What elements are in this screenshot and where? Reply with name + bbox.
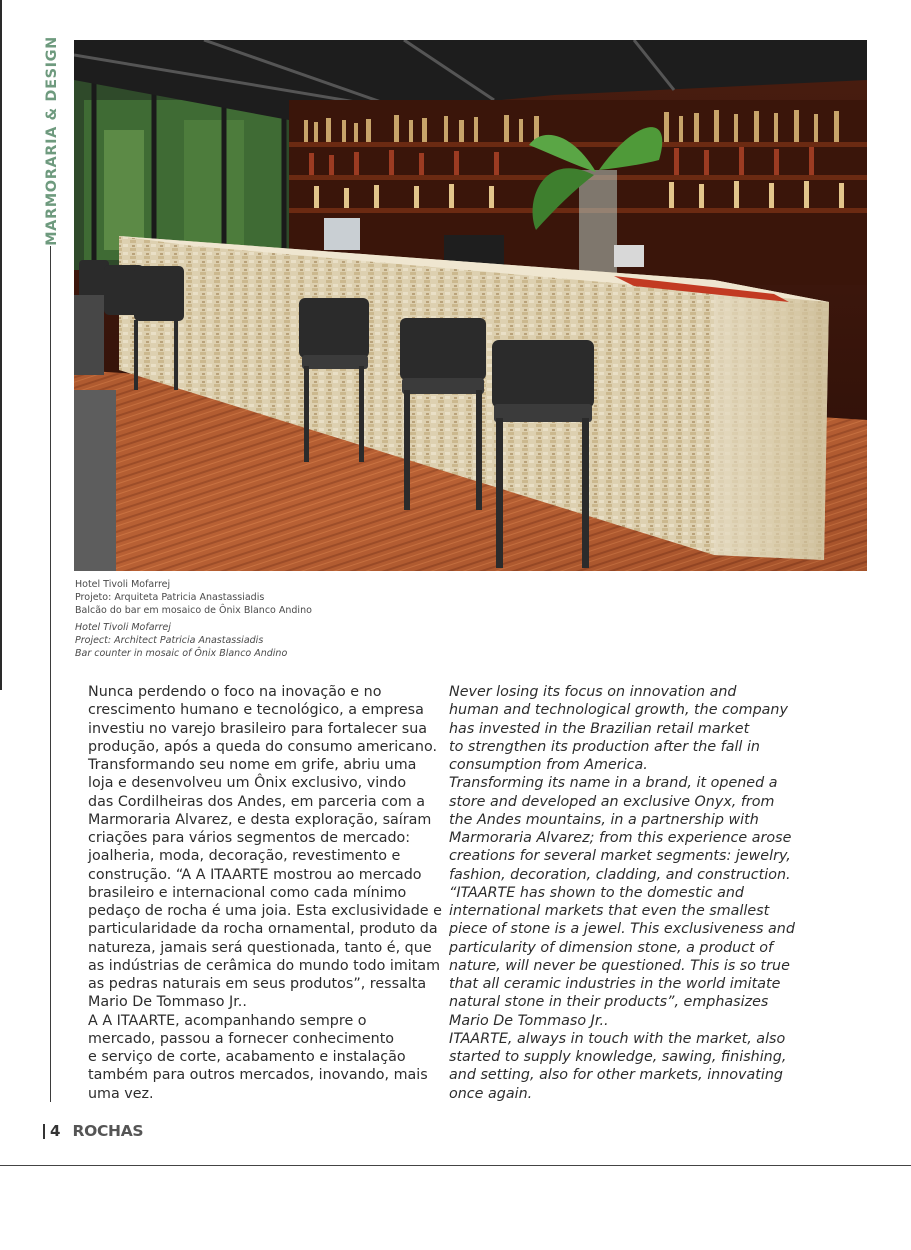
text-line: Marmoraria Alvarez, e desta exploração, saíram (88, 811, 432, 828)
page-folio (43, 1122, 143, 1140)
text-line: store and developed an exclusive Onyx, from (449, 793, 775, 810)
text-line: as pedras naturais em seus produtos”, ressalta (88, 976, 427, 992)
text-line: Mario De Tommaso Jr.. (88, 994, 247, 1011)
text-line: criações para vários segmentos de mercado: (88, 830, 411, 846)
text-line: international markets that even the smallest (449, 903, 770, 919)
caption-line: Hotel Tivoli Mofarrej (75, 579, 171, 590)
text-line: fashion, decoration, cladding, and construction. (449, 866, 791, 883)
text-line: crescimento humano e tecnológico, a empresa (88, 702, 424, 719)
text-line: Never losing its focus on innovation and (449, 684, 737, 700)
magazine-logo: ROCHAS (72, 1122, 144, 1140)
bottom-divider (0, 1165, 911, 1166)
body-text-english (449, 683, 794, 1103)
text-line: started to supply knowledge, sawing, finishing, (449, 1049, 787, 1065)
text-line: “ITAARTE has shown to the domestic and (449, 884, 744, 901)
text-line: creations for several market segments: jewelry, (449, 848, 791, 865)
folio-bar (43, 1124, 45, 1139)
text-line: once again. (449, 1085, 533, 1102)
text-line: Nunca perdendo o foco na inovação e no (88, 684, 382, 700)
text-line: natureza, jamais será questionada, tanto é, que (88, 939, 432, 956)
text-line: Mario De Tommaso Jr.. (449, 1012, 609, 1029)
text-line: human and technological growth, the company (449, 702, 788, 719)
caption-portuguese (75, 578, 495, 617)
section-label (42, 35, 62, 246)
text-line: Marmoraria Alvarez; from this experience arose (449, 830, 792, 846)
text-line: loja e desenvolveu um Ônix exclusivo, vindo (88, 775, 407, 792)
text-line: produção, após a queda do consumo americano. (88, 738, 437, 755)
body-text-portuguese (88, 683, 442, 1103)
caption-line: Balcão do bar em mosaico de Ônix Blanco Andino (75, 605, 312, 616)
caption-line: Hotel Tivoli Mofarrej (75, 622, 171, 633)
text-line: natural stone in their products”, emphasizes (449, 994, 769, 1011)
text-line: joalheria, moda, decoração, revestimento e (88, 848, 401, 865)
text-line: particularidade da rocha ornamental, produto da (88, 921, 438, 938)
text-line: pedaço de rocha é uma joia. Esta exclusividade e (88, 903, 442, 919)
text-line: também para outros mercados, inovando, mais (88, 1067, 428, 1084)
text-line: A A ITAARTE, acompanhando sempre o (88, 1012, 367, 1029)
text-line: nature, will never be questioned. This is so true (449, 957, 790, 974)
text-line: piece of stone is a jewel. This exclusiveness and (449, 921, 795, 938)
text-line: ITAARTE, always in touch with the market, also (449, 1030, 786, 1047)
hotel-bar-photo (74, 40, 867, 571)
caption-line: Projeto: Arquiteta Patricia Anastassiadis (75, 592, 265, 603)
text-line: Transformando seu nome em grife, abriu uma (88, 757, 417, 773)
left-edge-rule (0, 0, 2, 690)
text-line: has invested in the Brazilian retail market (449, 720, 750, 737)
section-divider-line (50, 246, 51, 1102)
photo-captions (75, 578, 495, 664)
text-line: to strengthen its production after the fall in (449, 738, 760, 755)
photo-illustration (74, 40, 867, 571)
text-line: construção. “A A ITAARTE mostrou ao mercado (88, 866, 422, 883)
text-line: das Cordilheiras dos Andes, em parceria com a (88, 793, 426, 810)
caption-english (75, 621, 495, 660)
text-line: the Andes mountains, in a partnership with (449, 811, 759, 828)
section-label-text: MARMORARIA & DESIGN (44, 35, 61, 246)
page-number: 4 (50, 1122, 61, 1140)
text-line: that all ceramic industries in the world imitate (449, 976, 781, 992)
text-line: e serviço de corte, acabamento e instalação (88, 1049, 406, 1065)
text-line: investiu no varejo brasileiro para fortalecer sua (88, 720, 428, 737)
text-line: and setting, also for other markets, innovating (449, 1067, 783, 1084)
caption-line: Bar counter in mosaic of Ônix Blanco Andino (75, 648, 288, 659)
text-line: uma vez. (88, 1085, 154, 1102)
caption-line: Project: Architect Patricia Anastassiadis (75, 635, 264, 646)
text-line: consumption from America. (449, 757, 648, 773)
text-line: Transforming its name in a brand, it opened a (449, 775, 778, 792)
text-line: brasileiro e internacional como cada mínimo (88, 884, 407, 901)
text-line: particularity of dimension stone, a product of (449, 939, 774, 956)
text-line: mercado, passou a fornecer conhecimento (88, 1030, 395, 1047)
text-line: as indústrias de cerâmica do mundo todo imitam (88, 957, 441, 974)
